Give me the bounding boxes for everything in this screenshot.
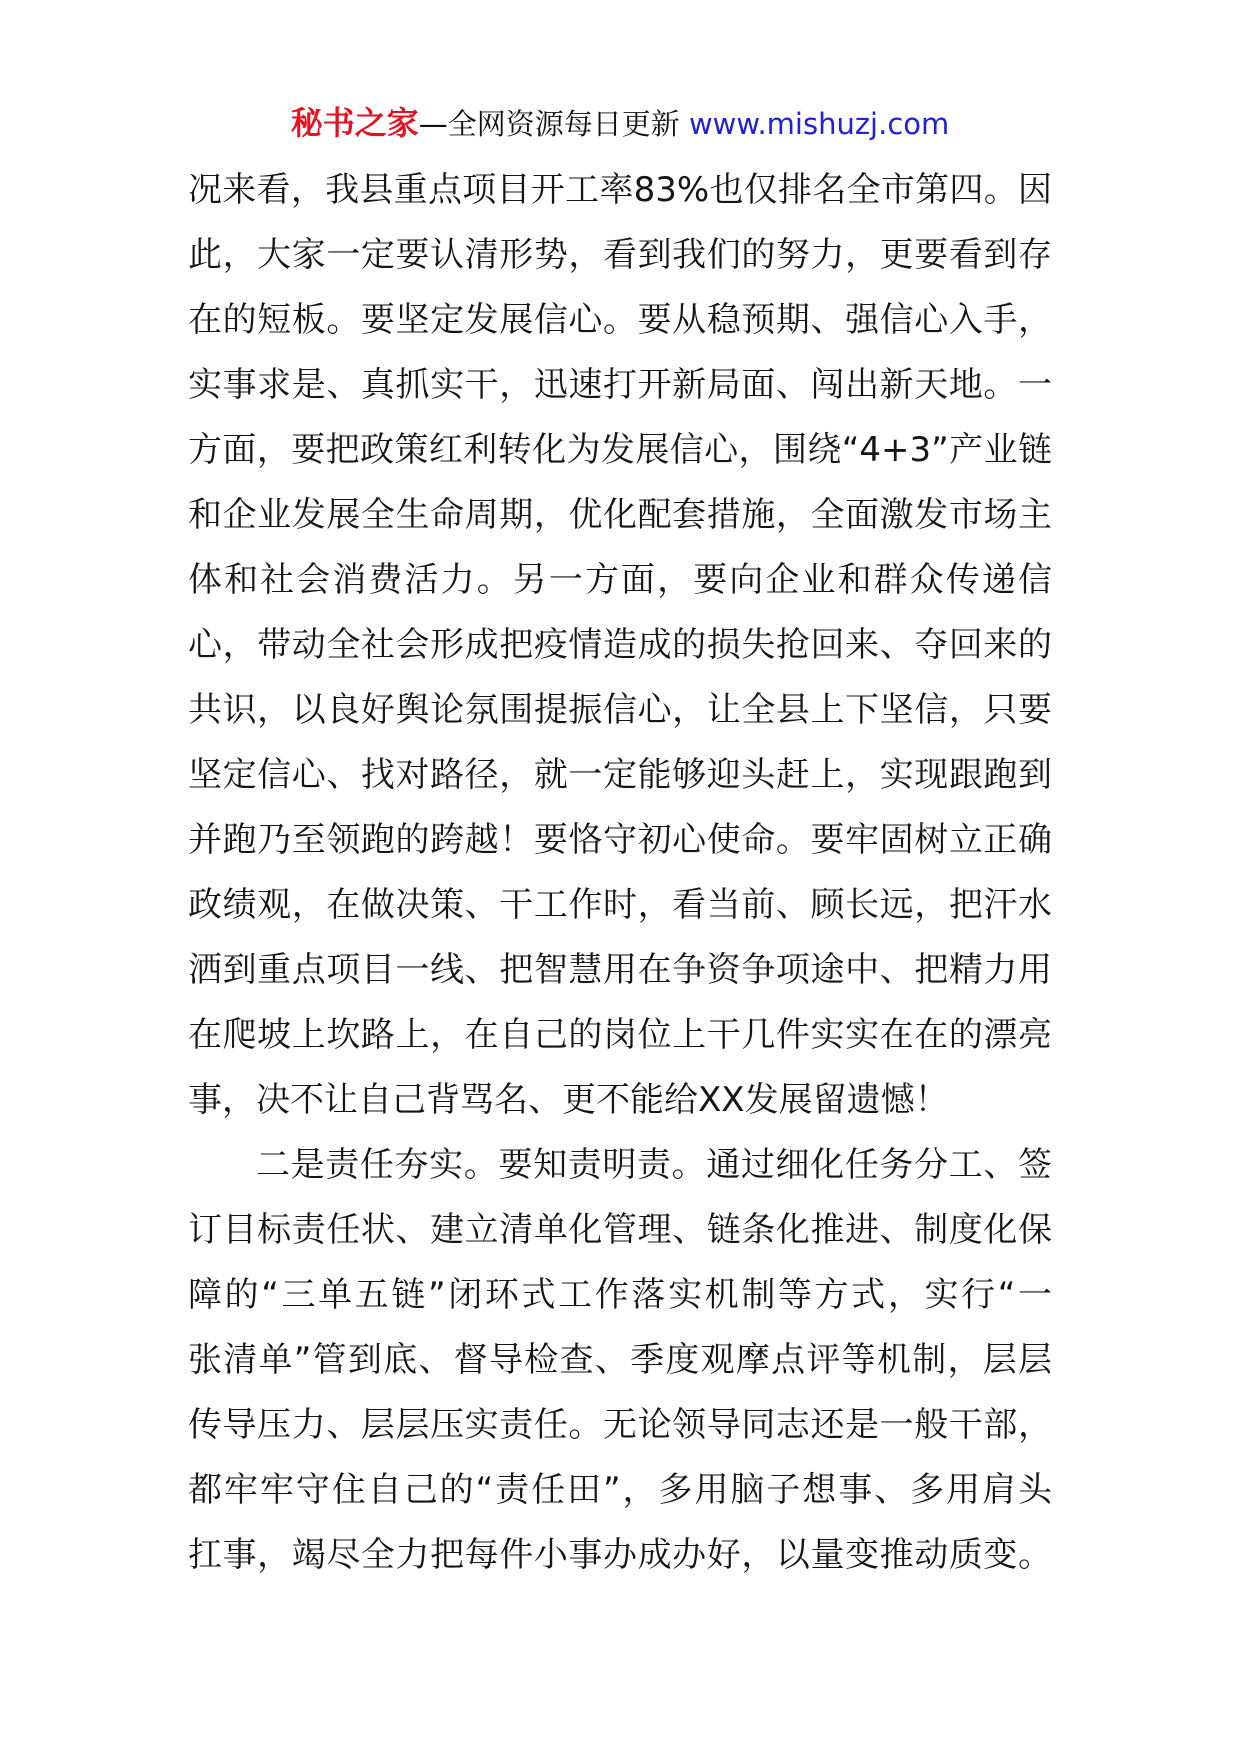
text-line: 和企业发展全生命周期，优化配套措施，全面激发市场主 [188, 495, 1052, 535]
text-line: 事，决不让自己背骂名、更不能给XX发展留遗憾！ [188, 1080, 949, 1120]
text-line: 二是责任夯实。要知责明责。通过细化任务分工、签 [256, 1145, 1052, 1185]
header-brand: 秘书之家 [290, 104, 419, 142]
document-body [188, 158, 1052, 1588]
text-line: 坚定信心、找对路径，就一定能够迎头赶上，实现跟跑到 [188, 755, 1052, 795]
text-line: 在的短板。要坚定发展信心。要从稳预期、强信心入手， [188, 300, 1052, 340]
text-line: 实事求是、真抓实干，迅速打开新局面、闯出新天地。一 [188, 365, 1052, 405]
text-line: 障的“三单五链”闭环式工作落实机制等方式，实行“一 [188, 1275, 1052, 1315]
text-line: 方面，要把政策红利转化为发展信心，围绕“4+3”产业链 [188, 430, 1052, 470]
text-line: 心，带动全社会形成把疫情造成的损失抢回来、夺回来的 [188, 625, 1052, 665]
text-line: 此，大家一定要认清形势，看到我们的努力，更要看到存 [188, 235, 1052, 275]
paragraph-2 [188, 1133, 1052, 1588]
text-line: 共识，以良好舆论氛围提振信心，让全县上下坚信，只要 [188, 690, 1052, 730]
text-line: 体和社会消费活力。另一方面，要向企业和群众传递信 [188, 560, 1052, 600]
text-line: 并跑乃至领跑的跨越！要恪守初心使命。要牢固树立正确 [188, 820, 1052, 860]
text-line: 在爬坡上坎路上，在自己的岗位上干几件实实在在的漂亮 [188, 1015, 1052, 1055]
text-line: 况来看，我县重点项目开工率83%也仅排名全市第四。因 [188, 170, 1052, 210]
header-url-link: www.mishuzj.com [688, 107, 950, 141]
text-line: 都牢牢守住自己的“责任田”，多用脑子想事、多用肩头 [188, 1470, 1052, 1510]
header-tagline: —全网资源每日更新 [418, 107, 689, 141]
text-line: 政绩观，在做决策、干工作时，看当前、顾长远，把汗水 [188, 885, 1052, 925]
text-line: 传导压力、层层压实责任。无论领导同志还是一般干部， [188, 1405, 1052, 1445]
text-line: 张清单”管到底、督导检查、季度观摩点评等机制，层层 [188, 1340, 1052, 1380]
text-line: 扛事，竭尽全力把每件小事办成办好，以量变推动质变。 [188, 1535, 1052, 1575]
text-line: 洒到重点项目一线、把智慧用在争资争项途中、把精力用 [188, 950, 1052, 990]
page-header [0, 102, 1240, 145]
text-line: 订目标责任状、建立清单化管理、链条化推进、制度化保 [188, 1210, 1052, 1250]
paragraph-1 [188, 158, 1052, 1133]
